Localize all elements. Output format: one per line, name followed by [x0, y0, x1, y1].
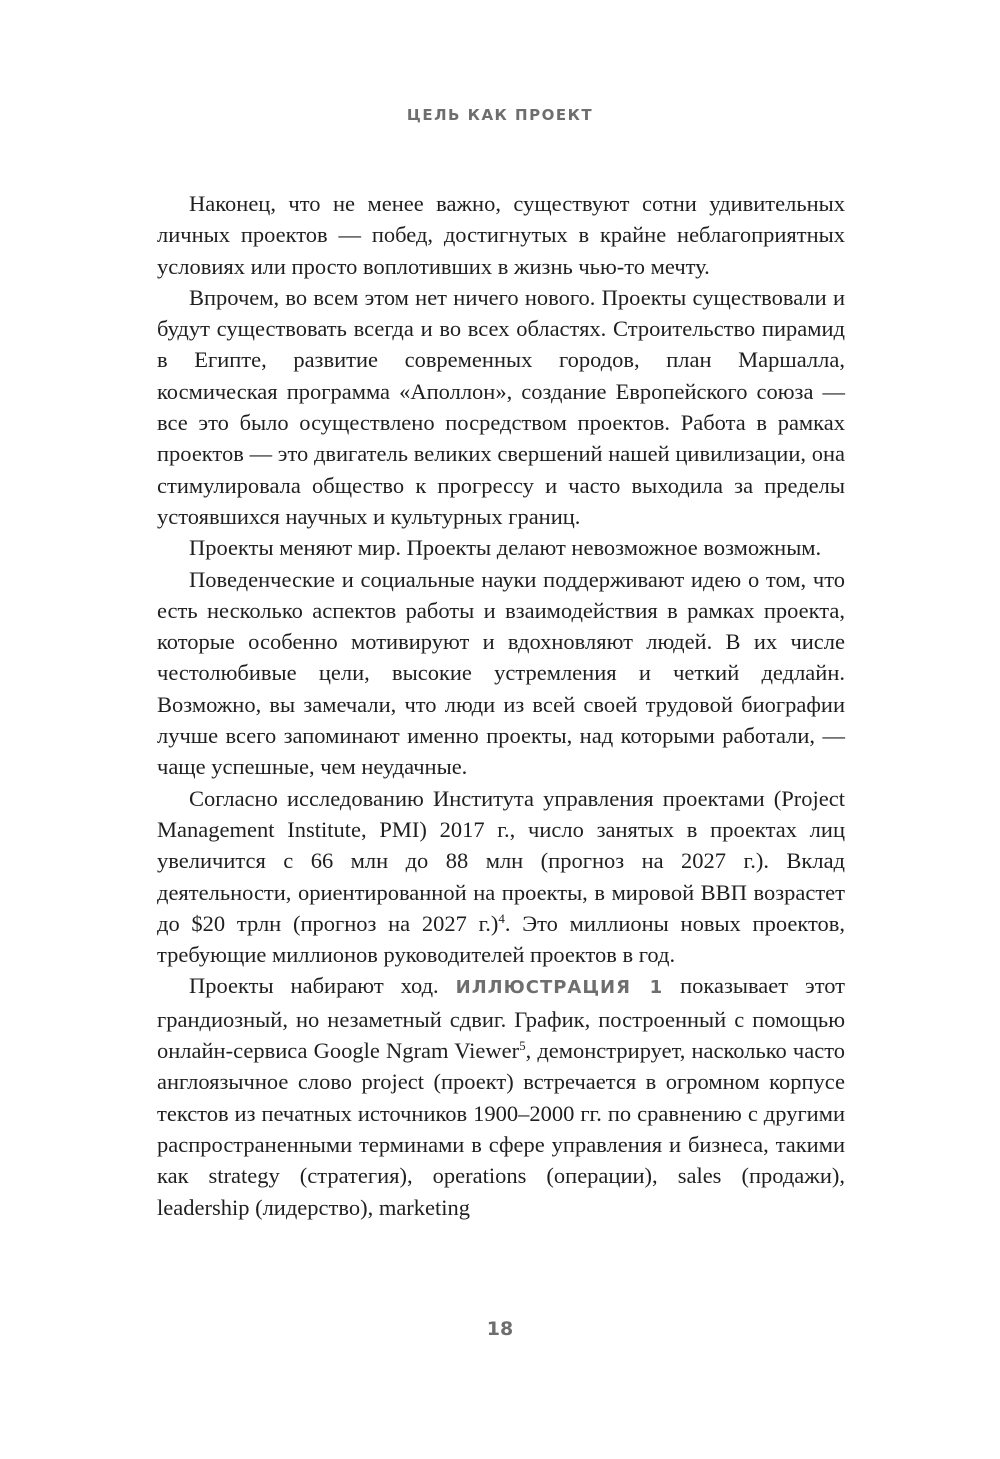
paragraph: Поведенческие и социальные науки поддерживают идею о том, что есть несколько аспектов работы и взаимодействия в рамках проекта, которые особенно мотивируют и вдохновляют людей. В их числе честолюбивые цели, высокие устремления и четкий дедлайн. Возможно, вы замечали, что люди из всей своей трудовой биографии лучше всего запоминают именно проекты, над которыми работали, — чаще успешные, чем неудачные.: [157, 566, 845, 780]
paragraph-text: показывает этот грандиозный, но незаметный сдвиг. График, построенный с помощью онлайн-сервиса Google Ngram Viewer: [157, 973, 846, 1064]
paragraph: [157, 783, 845, 971]
paragraph: Проекты меняют мир. Проекты делают невозможное возможным.: [189, 535, 822, 561]
footnote-marker[interactable]: 4: [498, 910, 505, 926]
paragraph-text: . Это миллионы новых проектов, требующие миллионов руководителей проектов в год.: [157, 910, 846, 968]
running-title: ЦЕЛЬ КАК ПРОЕКТ: [406, 106, 594, 124]
paragraph: Наконец, что не менее важно, существуют сотни удивительных личных проектов — побед, достигнутых в крайне неблагоприятных условиях или просто воплотивших в жизнь чью-то мечту.: [157, 191, 845, 279]
main-text: [157, 188, 845, 1223]
page-number: 18: [486, 1318, 514, 1340]
figure-reference: ИЛЛЮСТРАЦИЯ 1: [455, 977, 664, 999]
paragraph: Впрочем, во всем этом нет ничего нового. Проекты существовали и будут существовать всегда и во всех областях. Строительство пирамид в Египте, развитие современных городов, план Маршалла, космическая программа «Аполлон», создание Европейского союза — все это было осуществлено посредством проектов. Работа в рамках проектов — это двигатель великих свершений нашей цивилизации, она стимулировала общество к прогрессу и часто выходила за пределы устоявшихся научных и культурных границ.: [157, 284, 845, 529]
paragraph-text: , демонстрирует, насколько часто англоязычное слово project (проект) встречается в огромном корпусе текстов из печатных источников 1900–2000 гг. по сравнению с другими распространенными терминами в сфере управления и бизнеса, такими как strategy (стратегия), operations (операции), sales (продажи), leadership (лидерство), marketing: [157, 1038, 845, 1220]
footnote-marker[interactable]: 5: [519, 1038, 526, 1054]
paragraph-text: Согласно исследованию Института управления проектами (Project Management Institute, PMI) 2017 г., число занятых в проектах лиц увеличится с 66 млн до 88 млн (прогноз на 2027 г.). Вклад деятельности, ориентированной на проекты, в мировой ВВП возрастет до $20 трлн (прогноз на 2027 г.): [157, 785, 845, 936]
paragraph: [157, 970, 845, 1222]
paragraph-text: Проекты набирают ход.: [189, 973, 439, 999]
